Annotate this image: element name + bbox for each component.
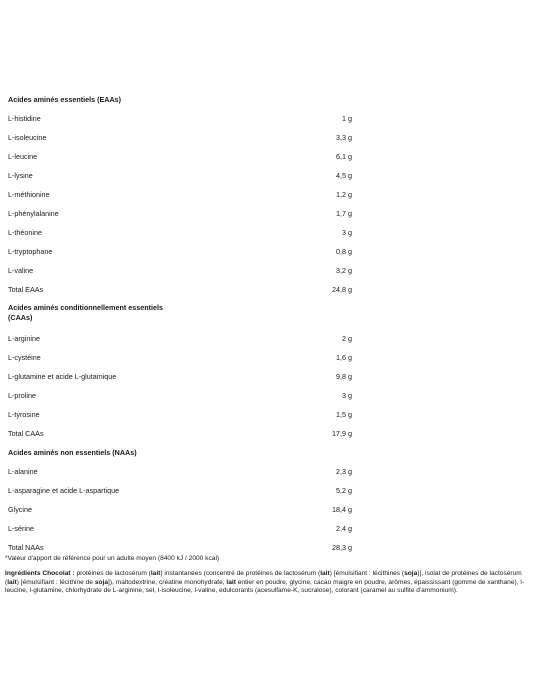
table-row-label: L-proline — [8, 391, 36, 400]
table-row — [8, 261, 360, 280]
ingredients-fragment: ) instantanées (concentré de protéines de lactosérum ( — [160, 570, 321, 577]
table-row-label: Total NAAs — [8, 543, 44, 552]
table-row — [8, 128, 360, 147]
ingredients-label: Ingrédients Chocolat : — [5, 570, 75, 577]
table-row — [8, 519, 360, 538]
table-row-label: L-valine — [8, 266, 34, 275]
table-row-value: 6,1 g — [336, 152, 352, 161]
table-row — [8, 405, 360, 424]
table-row — [8, 367, 360, 386]
table-row-value: 17,9 g — [332, 429, 352, 438]
section-heading-caa-label: Acides aminés conditionnellement essentiels (CAAs) — [8, 303, 163, 322]
table-row-label: L-cystéine — [8, 353, 41, 362]
section-heading-naa — [8, 443, 360, 462]
table-row-value: 1 g — [342, 114, 352, 123]
reference-footnote: *Valeur d'apport de référence pour un adulte moyen (8400 kJ / 2000 kcal) — [5, 555, 220, 562]
allergen-text: soja — [404, 570, 418, 577]
section-heading-eaa — [8, 90, 360, 109]
section-heading-caa — [8, 299, 360, 329]
table-row-label: Glycine — [8, 505, 32, 514]
table-row-value: 9,8 g — [336, 372, 352, 381]
table-row-label: L-méthionine — [8, 190, 50, 199]
table-row-label: L-sérine — [8, 524, 34, 533]
table-row — [8, 109, 360, 128]
table-row-label: L-tyrosine — [8, 410, 40, 419]
table-row — [8, 280, 360, 299]
table-row-label: L-isoleucine — [8, 133, 47, 142]
table-row-value: 1,6 g — [336, 353, 352, 362]
table-row-value: 18,4 g — [332, 505, 352, 514]
table-row — [8, 242, 360, 261]
table-row-label: L-phénylalanine — [8, 209, 59, 218]
table-row-value: 24,8 g — [332, 285, 352, 294]
table-row — [8, 147, 360, 166]
table-row — [8, 481, 360, 500]
table-row-value: 3,2 g — [336, 266, 352, 275]
table-row-label: L-tryptophane — [8, 247, 53, 256]
table-row-label: L-glutamine et acide L-glutamique — [8, 372, 117, 381]
section-heading-eaa-label: Acides aminés essentiels (EAAs) — [8, 95, 122, 104]
allergen-text: lait — [226, 578, 236, 586]
table-row-value: 1,7 g — [336, 209, 352, 218]
table-row-value: 2,4 g — [336, 524, 352, 533]
table-row-value: 0,8 g — [336, 247, 352, 256]
table-row — [8, 462, 360, 481]
table-row-value: 28,3 g — [332, 543, 352, 552]
ingredients-text — [5, 570, 525, 596]
ingredients-fragment: )], isolat de protéines de lactosérum ( — [5, 570, 522, 586]
ingredients-fragment: protéines de lactosérum ( — [74, 570, 151, 577]
table-row-label: L-leucine — [8, 152, 38, 161]
table-row — [8, 500, 360, 519]
table-row-label: L-histidine — [8, 114, 41, 123]
table-row-label: L-alanine — [8, 467, 38, 476]
ingredients-fragment: entier en poudre, glycine, cacao maigre en poudre, arômes, épaississant (gomme de xanthane), l-leucine, l-glutamine, chlorhydrate de L-arginine, sel, l-isoleucine, l-valine, edulcorants (acesulfame-K, sucralose), colorant (caramel au sulfite d'ammonium). — [5, 578, 525, 595]
table-row — [8, 166, 360, 185]
table-row-label: L-lysine — [8, 171, 33, 180]
table-row-value: 3,3 g — [336, 133, 352, 142]
table-row — [8, 424, 360, 443]
table-row-value: 3 g — [342, 228, 352, 237]
ingredients-fragment: ]), maltodextrine, créatine monohydrate, — [108, 578, 227, 586]
table-row-label: L-asparagine et acide L-aspartique — [8, 486, 120, 495]
table-row-value: 2 g — [342, 334, 352, 343]
table-row-label: Total CAAs — [8, 429, 44, 438]
table-row-value: 1,2 g — [336, 190, 352, 199]
table-row-label: Total EAAs — [8, 285, 44, 294]
table-row — [8, 348, 360, 367]
ingredients-fragment: ) [émulsifiant : lécithine de — [16, 578, 95, 586]
table-row — [8, 204, 360, 223]
ingredients-fragment: ) [émulsifiant : lécithines ( — [329, 570, 405, 577]
table-row-value: 2,3 g — [336, 467, 352, 476]
amino-acid-table — [8, 90, 360, 557]
table-row-value: 4,5 g — [336, 171, 352, 180]
allergen-text: lait — [7, 578, 17, 586]
table-row — [8, 329, 360, 348]
allergen-text: lait — [320, 570, 330, 577]
table-row — [8, 185, 360, 204]
section-heading-naa-label: Acides aminés non essentiels (NAAs) — [8, 448, 137, 457]
table-row-label: L-arginine — [8, 334, 40, 343]
allergen-text: soja — [94, 578, 109, 586]
table-row-label: L-théonine — [8, 228, 42, 237]
allergen-text: lait — [150, 570, 161, 577]
table-row — [8, 223, 360, 242]
table-row-value: 5,2 g — [336, 486, 352, 495]
table-row-value: 3 g — [342, 391, 352, 400]
table-row-value: 1,5 g — [336, 410, 352, 419]
table-row — [8, 386, 360, 405]
